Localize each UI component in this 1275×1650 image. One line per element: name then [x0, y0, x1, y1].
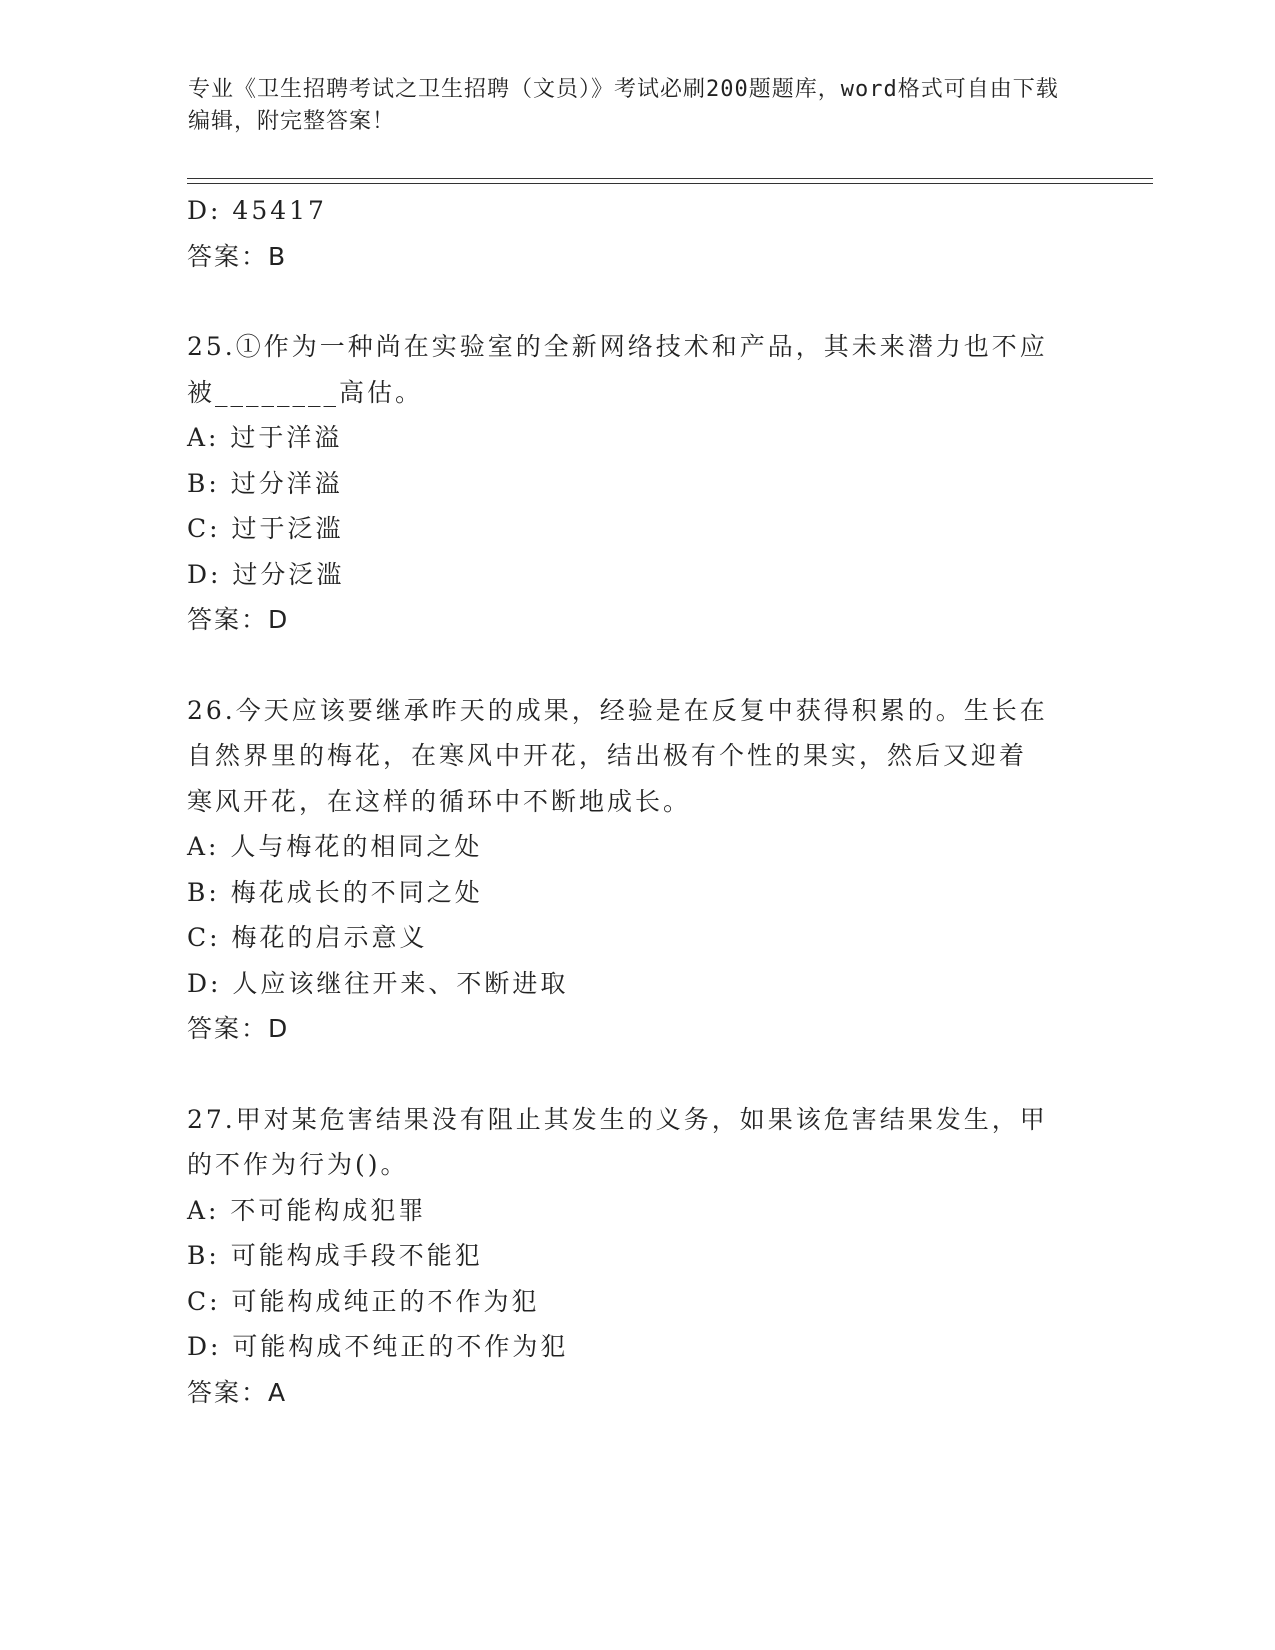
answer-label: 答案：B — [187, 241, 288, 271]
question-stem: 25.①作为一种尚在实验室的全新网络技术和产品，其未来潜力也不应 — [187, 332, 1048, 361]
option-d: D: 过分泛滥 — [187, 559, 345, 589]
option-b: B: 过分洋溢 — [187, 468, 343, 498]
question-stem: 被________高估。 — [187, 377, 424, 407]
option-d: D: 可能构成不纯正的不作为犯 — [187, 1332, 569, 1361]
page-header: 专业《卫生招聘考试之卫生招聘（文员）》考试必刷200题题库，word格式可自由下载编辑，附完整答案！ — [188, 77, 1059, 134]
answer-label: 答案：A — [187, 1377, 288, 1407]
question-stem: 寒风开花，在这样的循环中不断地成长。 — [187, 786, 692, 816]
answer-label: 答案：D — [187, 605, 290, 634]
question-stem: 26.今天应该要继承昨天的成果，经验是在反复中获得积累的。生长在 — [187, 695, 1048, 725]
option-a: A: 过于洋溢 — [187, 423, 343, 452]
answer-label: 答案：D — [187, 1014, 290, 1043]
option-b: B: 可能构成手段不能犯 — [187, 1241, 483, 1270]
question-27 — [187, 1097, 1087, 1416]
option-c: C: 过于泛滥 — [187, 514, 344, 543]
question-25 — [187, 324, 1087, 643]
option-b: B: 梅花成长的不同之处 — [187, 877, 483, 907]
option-a: A: 不可能构成犯罪 — [187, 1195, 427, 1225]
question-stem: 的不作为行为()。 — [187, 1150, 409, 1179]
question-stem: 自然界里的梅花，在寒风中开花，结出极有个性的果实，然后又迎着 — [187, 741, 1028, 770]
option-d: D: 45417 — [187, 196, 327, 225]
header-divider — [187, 178, 1153, 184]
question-stem: 27.甲对某危害结果没有阻止其发生的义务，如果该危害结果发生，甲 — [187, 1104, 1048, 1134]
document-body — [187, 188, 1087, 1415]
option-a: A: 人与梅花的相同之处 — [187, 832, 483, 861]
option-d: D: 人应该继往开来、不断进取 — [187, 968, 569, 998]
option-c: C: 梅花的启示意义 — [187, 923, 428, 952]
question-26 — [187, 688, 1087, 1052]
previous-question-tail — [187, 188, 1087, 279]
option-c: C: 可能构成纯正的不作为犯 — [187, 1286, 540, 1316]
